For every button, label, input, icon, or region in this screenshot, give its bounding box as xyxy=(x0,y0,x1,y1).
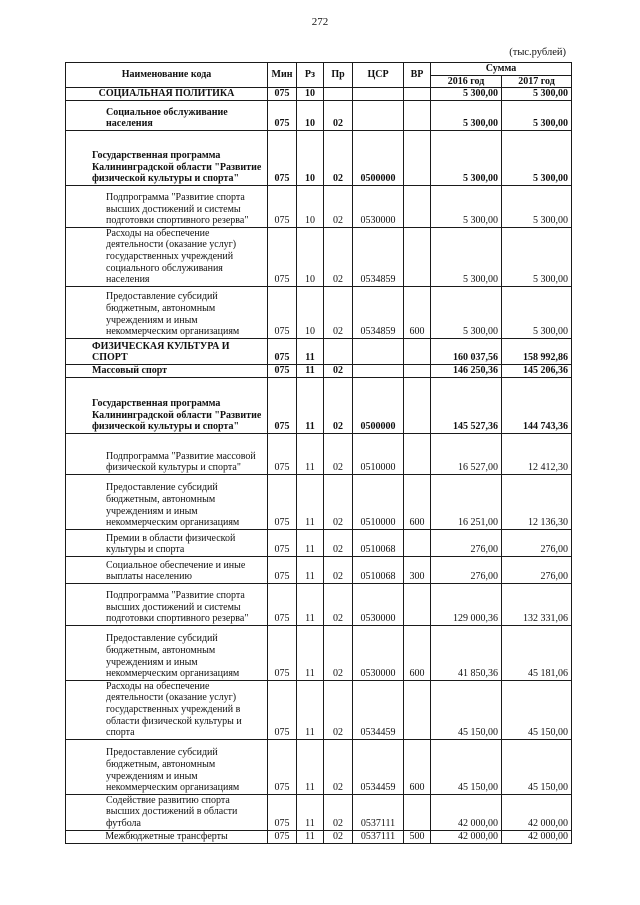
row-vr xyxy=(404,338,431,364)
row-pr: 02 xyxy=(324,433,353,474)
row-pr: 02 xyxy=(324,680,353,739)
header-2017: 2017 год xyxy=(502,75,572,88)
row-name: Массовый спорт xyxy=(66,364,268,377)
row-vr xyxy=(404,433,431,474)
row-vr xyxy=(404,100,431,130)
row-csr: 0530000 xyxy=(353,185,404,227)
table-row xyxy=(66,100,572,130)
row-amount-2016: 160 037,56 xyxy=(431,338,502,364)
row-amount-2017: 45 150,00 xyxy=(502,680,572,739)
units-label: (тыс.рублей) xyxy=(509,47,566,58)
table-row xyxy=(66,583,572,625)
row-rz: 10 xyxy=(297,227,324,286)
row-vr: 600 xyxy=(404,625,431,680)
row-pr: 02 xyxy=(324,474,353,529)
row-vr: 600 xyxy=(404,286,431,338)
row-rz: 11 xyxy=(297,680,324,739)
row-min: 075 xyxy=(268,680,297,739)
row-rz: 10 xyxy=(297,286,324,338)
row-amount-2017: 158 992,86 xyxy=(502,338,572,364)
row-amount-2016: 5 300,00 xyxy=(431,227,502,286)
row-csr xyxy=(353,88,404,101)
row-csr: 0510000 xyxy=(353,433,404,474)
row-pr: 02 xyxy=(324,625,353,680)
row-min: 075 xyxy=(268,185,297,227)
row-amount-2016: 129 000,36 xyxy=(431,583,502,625)
header-vr: ВР xyxy=(404,63,431,88)
row-min: 075 xyxy=(268,830,297,843)
row-pr: 02 xyxy=(324,529,353,556)
table-row xyxy=(66,227,572,286)
table-row xyxy=(66,529,572,556)
row-amount-2016: 5 300,00 xyxy=(431,286,502,338)
row-rz: 11 xyxy=(297,474,324,529)
row-rz: 10 xyxy=(297,185,324,227)
table-row xyxy=(66,474,572,529)
row-amount-2017: 42 000,00 xyxy=(502,794,572,830)
row-csr: 0534459 xyxy=(353,739,404,794)
row-pr: 02 xyxy=(324,364,353,377)
row-vr xyxy=(404,377,431,433)
row-pr: 02 xyxy=(324,100,353,130)
row-name: Социальное обеспечение и иные выплаты населению xyxy=(66,556,268,583)
row-vr xyxy=(404,583,431,625)
row-amount-2017: 45 150,00 xyxy=(502,739,572,794)
row-min: 075 xyxy=(268,474,297,529)
row-amount-2016: 145 527,36 xyxy=(431,377,502,433)
row-min: 075 xyxy=(268,529,297,556)
row-csr xyxy=(353,338,404,364)
row-vr xyxy=(404,794,431,830)
row-vr xyxy=(404,364,431,377)
row-min: 075 xyxy=(268,377,297,433)
row-amount-2017: 5 300,00 xyxy=(502,185,572,227)
row-vr xyxy=(404,130,431,185)
row-vr: 600 xyxy=(404,739,431,794)
row-vr xyxy=(404,680,431,739)
row-name: Подпрограмма "Развитие спорта высших достижений и системы подготовки спортивного резерва" xyxy=(66,185,268,227)
row-min: 075 xyxy=(268,794,297,830)
row-amount-2017: 5 300,00 xyxy=(502,286,572,338)
row-amount-2016: 276,00 xyxy=(431,529,502,556)
row-rz: 11 xyxy=(297,739,324,794)
row-pr: 02 xyxy=(324,556,353,583)
row-pr xyxy=(324,338,353,364)
row-amount-2016: 16 527,00 xyxy=(431,433,502,474)
row-amount-2017: 5 300,00 xyxy=(502,88,572,101)
row-rz: 10 xyxy=(297,100,324,130)
row-csr: 0534459 xyxy=(353,680,404,739)
row-vr: 600 xyxy=(404,474,431,529)
table-row xyxy=(66,794,572,830)
row-amount-2017: 5 300,00 xyxy=(502,227,572,286)
row-amount-2017: 276,00 xyxy=(502,556,572,583)
row-name: Подпрограмма "Развитие спорта высших достижений и системы подготовки спортивного резерва" xyxy=(66,583,268,625)
row-name: Расходы на обеспечение деятельности (оказание услуг) государственных учреждений социального обслуживания населения xyxy=(66,227,268,286)
row-name: СОЦИАЛЬНАЯ ПОЛИТИКА xyxy=(66,88,268,101)
row-name: Премии в области физической культуры и спорта xyxy=(66,529,268,556)
table-row xyxy=(66,185,572,227)
page-number: 272 xyxy=(311,16,329,28)
row-csr xyxy=(353,100,404,130)
row-amount-2016: 42 000,00 xyxy=(431,794,502,830)
row-csr: 0537111 xyxy=(353,830,404,843)
row-rz: 11 xyxy=(297,583,324,625)
row-pr: 02 xyxy=(324,830,353,843)
row-rz: 11 xyxy=(297,625,324,680)
row-amount-2016: 276,00 xyxy=(431,556,502,583)
row-pr xyxy=(324,88,353,101)
row-csr: 0534859 xyxy=(353,227,404,286)
header-pr: Пр xyxy=(324,63,353,88)
row-amount-2017: 12 136,30 xyxy=(502,474,572,529)
row-vr xyxy=(404,185,431,227)
row-name: ФИЗИЧЕСКАЯ КУЛЬТУРА И СПОРТ xyxy=(66,338,268,364)
row-rz: 11 xyxy=(297,433,324,474)
row-vr xyxy=(404,227,431,286)
row-rz: 11 xyxy=(297,338,324,364)
header-csr: ЦСР xyxy=(353,63,404,88)
row-name: Расходы на обеспечение деятельности (оказание услуг) государственных учреждений в области физической культуры и спорта xyxy=(66,680,268,739)
row-name: Социальное обслуживание населения xyxy=(66,100,268,130)
header-min: Мин xyxy=(268,63,297,88)
table-body xyxy=(66,88,572,843)
row-name: Государственная программа Калининградской области "Развитие физической культуры и спорта" xyxy=(66,377,268,433)
row-amount-2017: 276,00 xyxy=(502,529,572,556)
row-rz: 11 xyxy=(297,529,324,556)
row-pr: 02 xyxy=(324,130,353,185)
header-rz: Рз xyxy=(297,63,324,88)
row-csr: 0530000 xyxy=(353,625,404,680)
row-rz: 11 xyxy=(297,377,324,433)
table-row xyxy=(66,377,572,433)
row-amount-2017: 5 300,00 xyxy=(502,100,572,130)
table-row xyxy=(66,680,572,739)
row-name: Предоставление субсидий бюджетным, автономным учреждениям и иным некоммерческим организациям xyxy=(66,625,268,680)
row-rz: 11 xyxy=(297,830,324,843)
row-rz: 10 xyxy=(297,130,324,185)
row-name: Государственная программа Калининградской области "Развитие физической культуры и спорта" xyxy=(66,130,268,185)
row-name: Содействие развитию спорта высших достижений в области футбола xyxy=(66,794,268,830)
row-min: 075 xyxy=(268,625,297,680)
table-row xyxy=(66,130,572,185)
table-row xyxy=(66,364,572,377)
row-amount-2017: 45 181,06 xyxy=(502,625,572,680)
row-csr xyxy=(353,364,404,377)
table-row xyxy=(66,625,572,680)
row-pr: 02 xyxy=(324,227,353,286)
budget-table xyxy=(65,62,572,844)
header-sum: Сумма xyxy=(431,63,572,76)
row-min: 075 xyxy=(268,739,297,794)
row-pr: 02 xyxy=(324,185,353,227)
row-csr: 0534859 xyxy=(353,286,404,338)
row-amount-2017: 12 412,30 xyxy=(502,433,572,474)
table-row xyxy=(66,739,572,794)
row-csr: 0510000 xyxy=(353,474,404,529)
row-amount-2016: 41 850,36 xyxy=(431,625,502,680)
row-name: Предоставление субсидий бюджетным, автономным учреждениям и иным некоммерческим организациям xyxy=(66,474,268,529)
row-amount-2016: 5 300,00 xyxy=(431,185,502,227)
table-row xyxy=(66,338,572,364)
row-min: 075 xyxy=(268,88,297,101)
table-row xyxy=(66,556,572,583)
row-pr: 02 xyxy=(324,377,353,433)
row-amount-2017: 132 331,06 xyxy=(502,583,572,625)
row-min: 075 xyxy=(268,227,297,286)
header-2016: 2016 год xyxy=(431,75,502,88)
row-min: 075 xyxy=(268,286,297,338)
row-name: Предоставление субсидий бюджетным, автономным учреждениям и иным некоммерческим организациям xyxy=(66,739,268,794)
table-row xyxy=(66,433,572,474)
table-row xyxy=(66,830,572,843)
row-name: Подпрограмма "Развитие массовой физической культуры и спорта" xyxy=(66,433,268,474)
row-pr: 02 xyxy=(324,739,353,794)
row-amount-2016: 146 250,36 xyxy=(431,364,502,377)
row-amount-2017: 145 206,36 xyxy=(502,364,572,377)
row-min: 075 xyxy=(268,100,297,130)
row-name: Предоставление субсидий бюджетным, автономным учреждениям и иным некоммерческим организациям xyxy=(66,286,268,338)
row-amount-2016: 45 150,00 xyxy=(431,680,502,739)
row-pr: 02 xyxy=(324,794,353,830)
row-rz: 10 xyxy=(297,88,324,101)
row-amount-2017: 144 743,36 xyxy=(502,377,572,433)
row-pr: 02 xyxy=(324,583,353,625)
row-min: 075 xyxy=(268,364,297,377)
row-min: 075 xyxy=(268,433,297,474)
row-amount-2016: 42 000,00 xyxy=(431,830,502,843)
row-amount-2016: 5 300,00 xyxy=(431,100,502,130)
row-csr: 0500000 xyxy=(353,377,404,433)
row-min: 075 xyxy=(268,338,297,364)
row-amount-2017: 42 000,00 xyxy=(502,830,572,843)
row-vr xyxy=(404,88,431,101)
row-vr: 300 xyxy=(404,556,431,583)
row-amount-2016: 16 251,00 xyxy=(431,474,502,529)
row-amount-2016: 45 150,00 xyxy=(431,739,502,794)
row-csr: 0537111 xyxy=(353,794,404,830)
table-row xyxy=(66,88,572,101)
row-pr: 02 xyxy=(324,286,353,338)
row-min: 075 xyxy=(268,583,297,625)
row-amount-2017: 5 300,00 xyxy=(502,130,572,185)
row-min: 075 xyxy=(268,556,297,583)
row-csr: 0510068 xyxy=(353,556,404,583)
row-vr xyxy=(404,529,431,556)
row-name: Межбюджетные трансферты xyxy=(66,830,268,843)
row-amount-2016: 5 300,00 xyxy=(431,88,502,101)
row-rz: 11 xyxy=(297,556,324,583)
row-rz: 11 xyxy=(297,794,324,830)
row-rz: 11 xyxy=(297,364,324,377)
row-min: 075 xyxy=(268,130,297,185)
row-csr: 0510068 xyxy=(353,529,404,556)
row-csr: 0530000 xyxy=(353,583,404,625)
row-csr: 0500000 xyxy=(353,130,404,185)
header-name: Наименование кода xyxy=(66,63,268,88)
row-amount-2016: 5 300,00 xyxy=(431,130,502,185)
row-vr: 500 xyxy=(404,830,431,843)
table-row xyxy=(66,286,572,338)
